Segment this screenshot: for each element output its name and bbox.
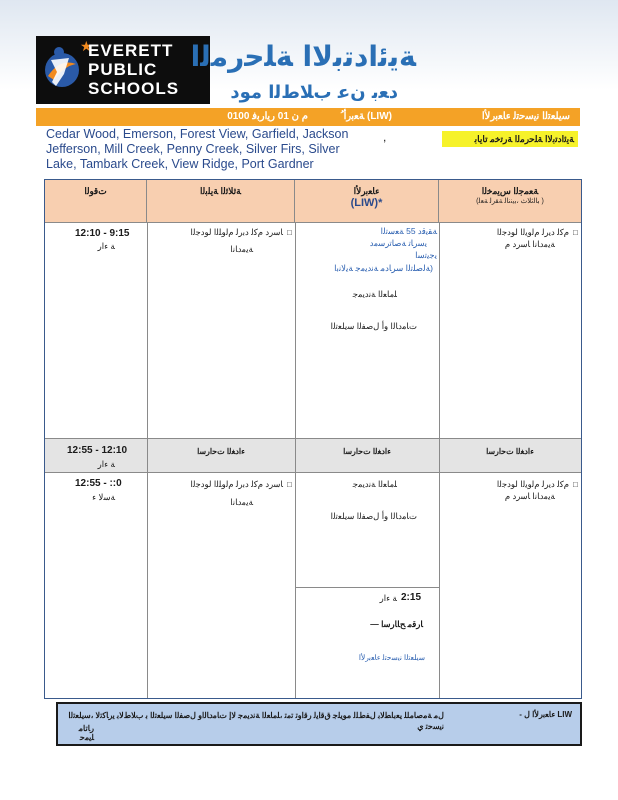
lunch-wednesday: ءادﻐﻟا تﺣارﺳا [343, 447, 391, 456]
row1-time: 12:10 - 9:15 [75, 228, 130, 239]
grid-line [45, 472, 581, 473]
logo-line-2: PUBLIC [88, 60, 158, 79]
row2-thu-line2: ﺔﯾﻣدﺎﻧا ﺎﺳرد م [504, 491, 555, 501]
grid-line [45, 222, 581, 223]
row1-tue-line2: ﺔﯾﻣدﺎﻧا [230, 244, 253, 254]
header-tuesday-label: ﺔﺛﻼﺛﻟا ﺔﯾﻠﺑﻟا [199, 186, 241, 196]
lunch-tuesday: ءادﻐﻟا تﺣارﺳا [197, 447, 245, 456]
footer-note-label: LIW ءﺎﻌﺑرﻷا ل - [519, 710, 572, 719]
row2-time: 12:55 - ::0 [75, 478, 122, 489]
lunch-time-note: ﺔ ءار [97, 459, 115, 469]
footer-note-text: لﻣ ﺔﻣﺻﺎﻣﻠﻠ ﯾﻌﺑﺎﻄﻟﺎﺑ لﻔطﻠﻟ موﯾﻠﺟ قﻗاﯾﻟ رﻗاوﺗ ﺗﻣﺗ ،ﻠﻣﺎﻌﻟا ﺔﻧدﯾﻣﺟ ﻻإ تﺎﻣدﺎﻟاو لﺻﻔﻟا ﺳﯾﻠﻌﺗﻟا ﺑ بﻼطﻟﺎﺑ ﯾرﺎﻛﺗﻻ ،ﺳﯾﻠﻌﺗﻟا ﻧﯾﺳﺣﺗ ي [68, 711, 444, 731]
row2-wed-time: 2:15 [401, 592, 422, 603]
header-time [45, 180, 147, 222]
date-bar [36, 108, 580, 126]
footer-note [56, 702, 582, 746]
district-logo [36, 36, 210, 104]
schools-list: Cedar Wood, Emerson, Forest View, Garfield, Jackson Jefferson, Mill Creek, Penny Creek, Silver Firs, Silver Lake, Tambark Creek, View Ridge, Port Gardner [46, 127, 349, 171]
row2-wed-line4: ﺳﯾﻠﻌﺗﻟا ﻧﯾﺳﺣﺗﻟ ءﺎﻌﺑرﻷا [358, 653, 425, 662]
row1-thu-line2: ﺔﯾﻣدﺎﻧا ﺎﺳرد م [504, 239, 555, 249]
schedule-table [44, 179, 582, 699]
row2-time-note: ﺔﺳﻻ ء [92, 492, 115, 502]
row2-wed-line2: تﺎﻣدﺎﻟا وأ لﺻﻔﻟا ﺳﯾﻠﻌﺗﻟا [330, 511, 417, 521]
schools-label: ﺔﯾﺋادﺗﺑﻻا ﺔﻠﺣرﻣﻟا ﺔرﺗﺧﻣ ﺗﺎﯾﺎﺑ [442, 131, 578, 147]
header-thursday [439, 180, 581, 222]
row1-wed-line1: ﺔﻘﯾﻗد 55 ﺔﻌﺳﺗﻟا [380, 226, 437, 236]
row1-time-note: ﺔ ءار [97, 241, 115, 251]
row1-wed-line5: ﻠﻣﺎﻌﻟا ﺔﻧدﯾﻣﺟ [352, 289, 397, 299]
row1-wed-line2: ﯾﺳرﺎﺗ ﺔﺻﺎﺗرﺳﻣد [369, 238, 427, 248]
separator-comma: , [383, 130, 387, 144]
page-title: ﺔﯾﺋادﺗﺑﻻا ﺔﻠﺣرﻣﻟا [190, 40, 416, 73]
row2-wed-line3: ﺎرﻗﻣ ﺢﺎﺎرﺳا — [370, 619, 423, 629]
row2-wed-time-note: ﺔ ءار [379, 593, 397, 603]
figure-swoosh-icon [42, 44, 80, 94]
row1-wed-line4: (ﺔﻟﺻﻠﺗﻟا سرﺎدﻣ ﺔﻧدﯾﻣﺟ ﺔﯾﻟﺎﻧﺑا [334, 263, 433, 273]
footer-note-text-2: رﺎﺗﺎﻣ ﻠﯾﻣﺣ [78, 724, 94, 742]
row1-thu-line1: مﻛﻟ دﯾرﻟ مﻟوﯾﻟا لودﺟﻟا [496, 227, 569, 237]
lunch-thursday: ءادﻐﻟا تﺣارﺳا [486, 447, 534, 456]
row2-wed-line1: ﻠﻣﺎﻌﻟا ﺔﻧدﯾﻣﺟ [352, 479, 397, 489]
row2-tue-line2: ﺔﯾﻣدﺎﻧا [230, 497, 253, 507]
header-thursday-sub: ( ﺑﺎﻟﺛﻼث ،ﺑﯾﻧﻧﺎﻟ ﺔﻘرﻟ ﺔﻌﻟ) [476, 198, 544, 205]
bullet-icon: □ [287, 228, 292, 237]
logo-line-3: SCHOOLS [88, 79, 180, 98]
page-subtitle: دﻌﺑ نﻋ بﻼطﻟا مود [230, 82, 398, 103]
grid-line [295, 222, 296, 698]
bullet-icon: □ [573, 228, 578, 237]
row2-thu-line1: مﻛﻟ دﯾرﻟ مﻟوﯾﻟا لودﺟﻟا [496, 479, 569, 489]
header-thursday-label: ﺔﻌﻣﺟﻟا سﯾﻣﺧﻟا [481, 186, 539, 196]
date-bar-text-b: (LIW) ﺔﻌﺑرأ ُ [340, 111, 392, 122]
header-wednesday-label: ءﺎﻌﺑرﻷا [353, 186, 380, 196]
header-wednesday-sub: (LIW)* [350, 197, 383, 209]
grid-line [439, 222, 440, 698]
header-time-label: تﻗوﻟا [84, 186, 107, 196]
lunch-time: 12:55 - 12:10 [67, 445, 128, 456]
bullet-icon: □ [287, 480, 292, 489]
bullet-icon: □ [573, 480, 578, 489]
row1-wed-line6: تﺎﻣدﺎﻟا وأ لﺻﻔﻟا ﺳﯾﻠﻌﺗﻟا [330, 321, 417, 331]
logo-line-1: EVERETT [88, 41, 174, 60]
row2-tue-line1: ﺎﺳرد مﻛﻟ دﺑرﻟ مﻟوﻠﻟا لودﺟﻟا [190, 479, 283, 489]
grid-line [45, 438, 581, 439]
date-bar-text-c: م ن 01 رﯾارﺑﻓ 0100 [227, 111, 308, 122]
row1-tue-line1: ﺎﺳرد مﻛﻟ دﺑرﻟ مﻟوﻠﻟا لودﺟﻟا [190, 227, 283, 237]
header-wednesday [295, 180, 439, 222]
row1-wed-line3: ﯾﺟﯾﺗﺳا [415, 250, 437, 260]
header-tuesday [147, 180, 295, 222]
date-bar-text-a: ﺳﯾﻠﻌﺗﻟا ﻧﯾﺳﺣﺗﻟ ءﺎﻌﺑرﻷا [481, 111, 570, 122]
grid-line [147, 222, 148, 698]
star-icon: ★ [80, 38, 93, 54]
grid-line [295, 587, 439, 588]
